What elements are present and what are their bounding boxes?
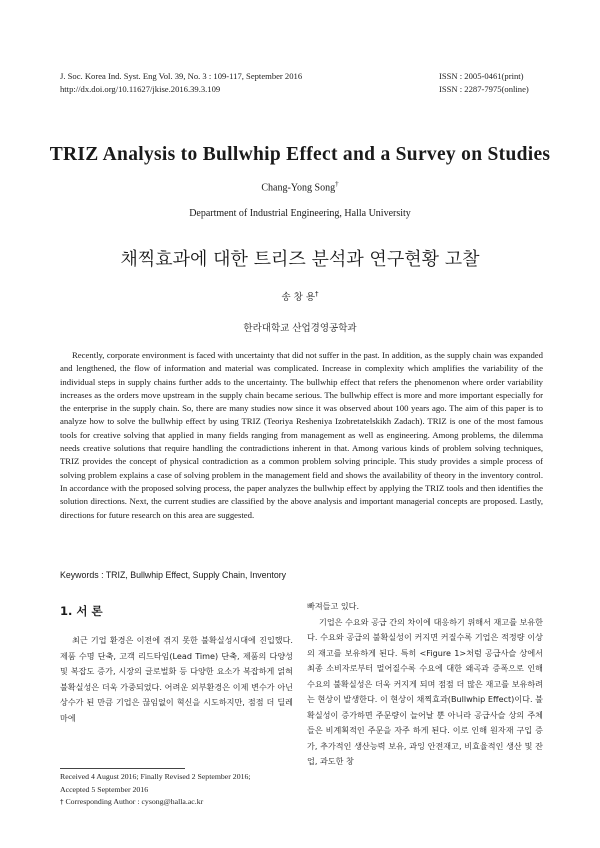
affiliation-english: Department of Industrial Engineering, Halla University — [189, 208, 411, 219]
issn-print: ISSN : 2005-0461(print) — [439, 71, 524, 81]
abstract: Recently, corporate environment is faced with uncertainty that did not suffer in the past. In addition, as the supply chain was expanded and lengthened, the flow of information and material was complicated. Increase in complexity which amplifies the variability of the individual steps in supply chains further adds to the uncertainty. The bullwhip effect that refers the phenomenon where order variability increases as the orders move upstream in the supply chain became serious. The bullwhip effect is more and more important especially for the enterprise in the supply chain. So, there are many studies now since it was observed about 100 years ago. The aim of this paper is to analyze how to solve the bullwhip effect by using TRIZ (Teoriya Resheniya Izobretatelskikh Zadach). TRIZ is one of the most famous tools for creative solving that applied in many fields ranging from management as well as engineering. Among problems, the dilemma needs creative solutions that require handling the contradictions inherent in that. Among various kinds of problem solving techniques, TRIZ provides the concept of physical contradiction as a common problem solving principle. This study provides a simple process of solving problem explains a case of solving problem in the management field and shows the availability of theory in the inventory control. In accordance with the proposed solving process, the paper analyzes the bullwhip effect by applying the TRIZ tools and then identifies the solution directions. Next, the current studies are classified by the above analysis and important managerial concepts are proposed. Lastly, directions for future research on this area are suggested. — [60, 350, 543, 520]
keywords-text: TRIZ, Bullwhip Effect, Supply Chain, Inventory — [105, 570, 287, 580]
keywords-separator: : — [98, 570, 106, 580]
corresponding-author: Corresponding Author : cysong@halla.ac.kr — [65, 797, 204, 806]
section-heading-introduction: 1. 서 론 — [60, 604, 103, 618]
corresponding-dagger-ko: † — [315, 289, 319, 298]
issn-online: ISSN : 2287-7975(online) — [439, 83, 529, 94]
author-english — [0, 180, 600, 193]
journal-header — [60, 70, 302, 95]
keywords-label: Keywords — [60, 570, 99, 580]
author-name-en: Chang-Yong Song — [261, 182, 336, 194]
affiliation-korean: 한라대학교 산업경영공학과 — [243, 323, 357, 334]
doi-link[interactable]: http://dx.doi.org/10.11627/jkise.2016.39.3.109 — [60, 83, 221, 94]
journal-citation: J. Soc. Korea Ind. Syst. Eng Vol. 39, No. 3 : 109-117, September 2016 — [60, 71, 303, 81]
issn-block — [439, 70, 529, 95]
footnote-corresponding — [60, 796, 295, 809]
body-paragraph: 기업은 수요와 공급 간의 차이에 대응하기 위해서 재고를 보유한다. 수요와 공급의 불확실성이 커지면 커질수록 기업은 적정량 이상의 재고를 보유하게 된다. 특히 <Figure 1>처럼 공급사슬 상에서 최종 소비자로부터 멀어질수록 수요에 대한 왜곡과 증폭으로 인해 수요의 불확실성은 더욱 커지게 되며 점점 더 많은 재고를 보유하려는 현상이 발생한다. 이 현상이 채찍효과(Bullwhip Effect)이다. 불확실성이 증가하면 주문량이 늘어날 뿐 아니라 공급사슬 상의 주체들은 비계획적인 주문을 자주 하게 된다. 이로 인해 원자재 구입 증가, 추가적인 생산능력 보유, 과잉 안전재고, 비효율적인 생산 및 잔업, 과도한 창 — [307, 616, 543, 766]
footnote-accepted: Accepted 5 September 2016 — [60, 784, 149, 794]
paper-title-korean: 채찍효과에 대한 트리즈 분석과 연구현황 고찰 — [120, 249, 480, 270]
body-paragraph-continuation: 빠져들고 있다. — [307, 601, 360, 611]
keywords-line — [60, 570, 543, 580]
body-right-column — [307, 599, 543, 770]
footnotes — [60, 771, 295, 809]
corresponding-dagger: † — [335, 180, 339, 188]
body-left-column: 최근 기업 환경은 이전에 겪지 못한 불확실성시대에 진입했다. 제품 수명 단축, 고객 리드타임(Lead Time) 단축, 제품의 다양성 및 복잡도 증가, 시장의 글로벌화 등 다양한 요소가 복잡하게 얽혀 불확실성은 더욱 가중되었다. 어려운 외부환경은 이제 변수가 아닌 상수가 된 만큼 기업은 끊임없이 혁신을 시도하지만, 점점 더 딜레마에 — [60, 635, 293, 723]
author-name-ko: 송 창 용 — [281, 292, 316, 303]
author-korean — [0, 289, 600, 303]
footnote-divider — [60, 768, 185, 769]
paper-title-english: TRIZ Analysis to Bullwhip Effect and a Survey on Studies — [49, 144, 551, 165]
footnote-received: Received 4 August 2016; Finally Revised 2 September 2016; — [60, 772, 251, 781]
dagger-icon: † — [60, 798, 64, 806]
